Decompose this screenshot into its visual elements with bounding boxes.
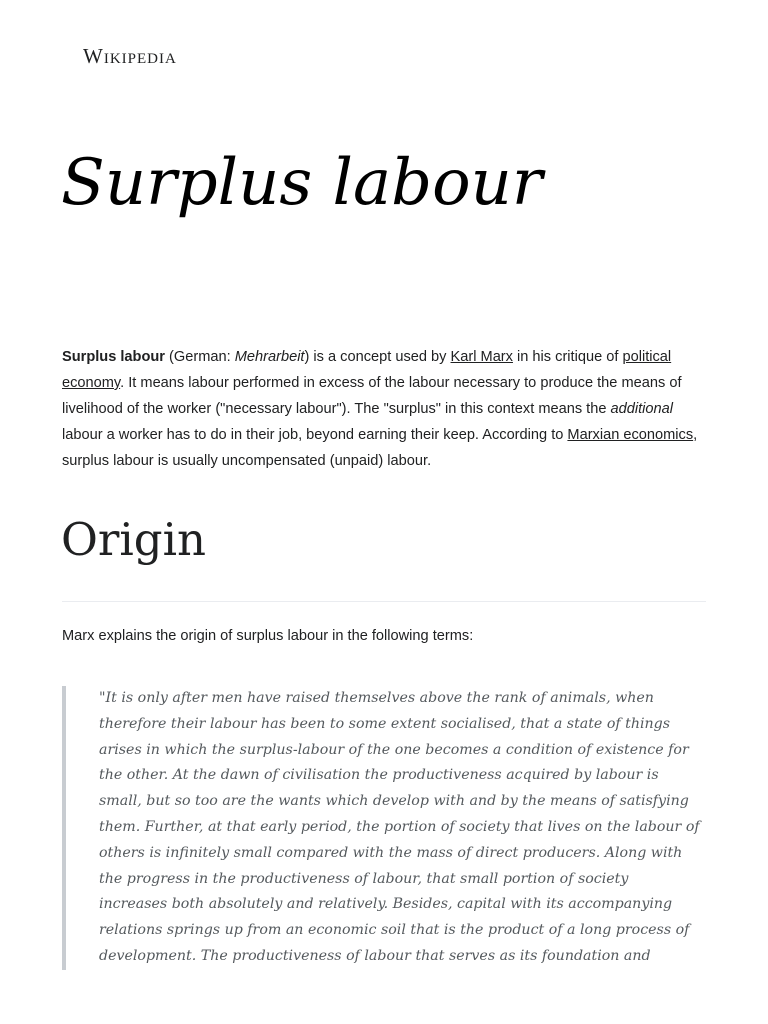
quote-line: the progress in the productiveness of labour, that small portion of society: [99, 870, 629, 887]
lead-emphasis: additional: [610, 401, 674, 417]
site-header: [83, 44, 177, 69]
section-divider: [62, 601, 706, 602]
link-marxian-economics[interactable]: Marxian economics: [567, 427, 694, 443]
lead-german-term: Mehrarbeit: [234, 349, 305, 365]
quote-line: "It is only after men have raised themselves above the rank of animals, when: [99, 690, 654, 706]
lead-text: ) is a concept used by: [304, 349, 451, 365]
section-intro: Marx explains the origin of surplus labour in the following terms:: [62, 628, 474, 644]
link-political-economy[interactable]: political economy: [62, 349, 672, 391]
quote-line: therefore their labour has been to some extent socialised, that a state of things: [99, 715, 671, 732]
section-heading-origin[interactable]: Origin: [61, 513, 206, 566]
link-karl-marx[interactable]: Karl Marx: [450, 349, 513, 365]
lead-paragraph: [62, 344, 708, 474]
lead-text: . It means labour performed in excess of the labour necessary to produce the means of livelihood of the worker ("necessary labour"). The "surplus" in this context means the: [62, 375, 682, 417]
lead-text: labour a worker has to do in their job, beyond earning their keep. According to: [62, 427, 568, 443]
quote-line: the other. At the dawn of civilisation the productiveness acquired by labour is: [99, 767, 659, 784]
marx-quote-blockquote: [62, 686, 719, 970]
quote-line: development. The productiveness of labour that serves as its foundation and: [99, 947, 651, 964]
lead-text: (German:: [164, 349, 235, 365]
quote-line: increases both absolutely and relatively. Besides, capital with its accompanying: [99, 896, 673, 913]
quote-line: them. Further, at that early period, the portion of society that lives on the labour of: [99, 818, 700, 835]
quote-line: others is infinitely small compared with the mass of direct producers. Along with: [99, 844, 683, 861]
quote-line: relations springs up from an economic soil that is the product of a long process of: [99, 922, 690, 939]
lead-text: , surplus labour is usually uncompensated (unpaid) labour.: [62, 427, 698, 469]
quote-line: arises in which the surplus-labour of the one becomes a condition of existence for: [99, 741, 689, 758]
lead-bold-term: Surplus labour: [62, 349, 165, 365]
quote-line: small, but so too are the wants which develop with and by the means of satisfying: [99, 793, 689, 810]
page-title: Surplus labour: [61, 146, 543, 220]
wikipedia-wordmark-logo[interactable]: Wikipedia: [83, 44, 177, 68]
lead-text: in his critique of: [512, 349, 623, 365]
